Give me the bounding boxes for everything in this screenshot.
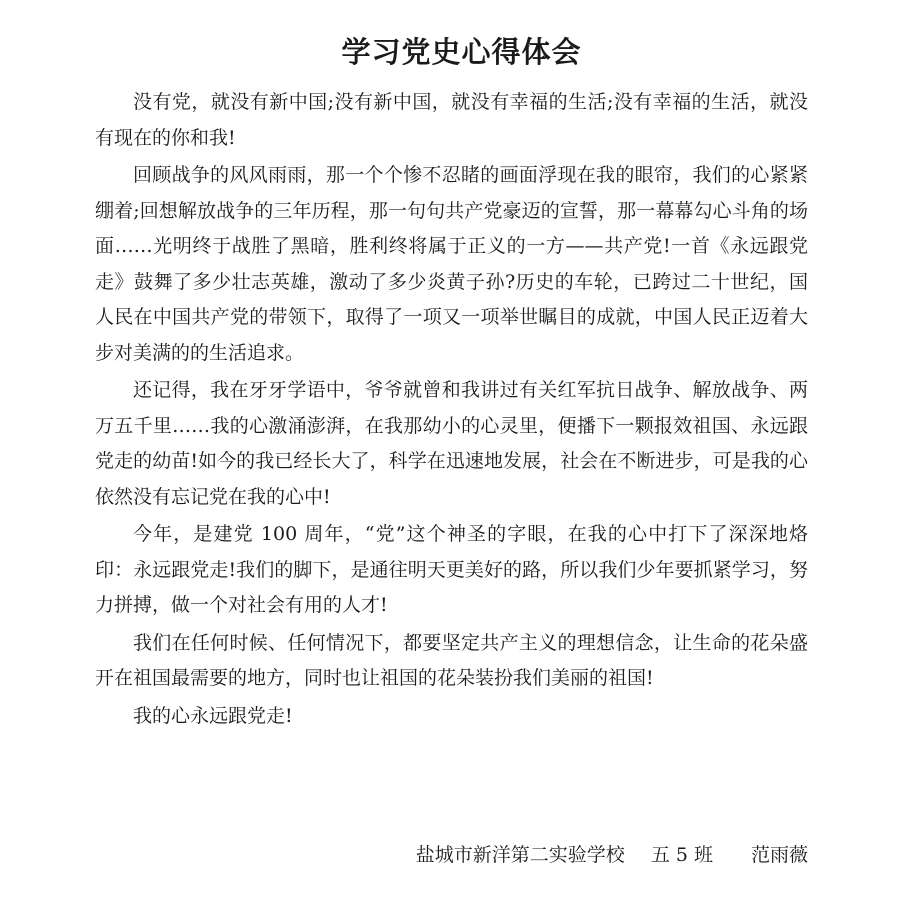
document-body <box>95 85 808 734</box>
paragraph-4: 今年，是建党 100 周年，“党”这个神圣的字眼，在我的心中打下了深深地烙印：永远跟党走!我们的脚下，是通往明天更美好的路，所以我们少年要抓紧学习，努力拼搏，做一个对社会有用的人才! <box>95 523 808 616</box>
signature-name: 范雨薇 <box>750 844 808 866</box>
signature-line <box>416 838 808 873</box>
paragraph-2: 回顾战争的风风雨雨，那一个个惨不忍睹的画面浮现在我的眼帘，我们的心紧紧绷着;回想解放战争的三年历程，那一句句共产党豪迈的宣誓，那一幕幕勾心斗角的场面……光明终于战胜了黑暗，胜利终将属于正义的一方——共产党!一首《永远跟党走》鼓舞了多少壮志英雄，激动了多少炎黄子孙?历史的车轮，已跨过二十世纪，国人民在中国共产党的带领下，取得了一项又一项举世瞩目的成就，中国人民正迈着大步对美满的的生活追求。 <box>95 164 808 364</box>
signature-school: 盐城市新洋第二实验学校 <box>415 844 625 866</box>
document-title: 学习党史心得体会 <box>341 35 582 69</box>
paragraph-6: 我的心永远跟党走! <box>133 704 293 727</box>
paragraph-1: 没有党，就没有新中国;没有新中国，就没有幸福的生活;没有幸福的生活，就没有现在的你和我! <box>95 91 808 149</box>
signature-class: 五 5 班 <box>650 844 713 866</box>
paragraph-5: 我们在任何时候、任何情况下，都要坚定共产主义的理想信念，让生命的花朵盛开在祖国最需要的地方，同时也让祖国的花朵装扮我们美丽的祖国! <box>95 631 808 689</box>
paragraph-3: 还记得，我在牙牙学语中，爷爷就曾和我讲过有关红军抗日战争、解放战争、两万五千里……我的心激涌澎湃，在我那幼小的心灵里，便播下一颗报效祖国、永远跟党走的幼苗!如今的我已经长大了，科学在迅速地发展，社会在不断进步，可是我的心依然没有忘记党在我的心中! <box>95 379 808 508</box>
